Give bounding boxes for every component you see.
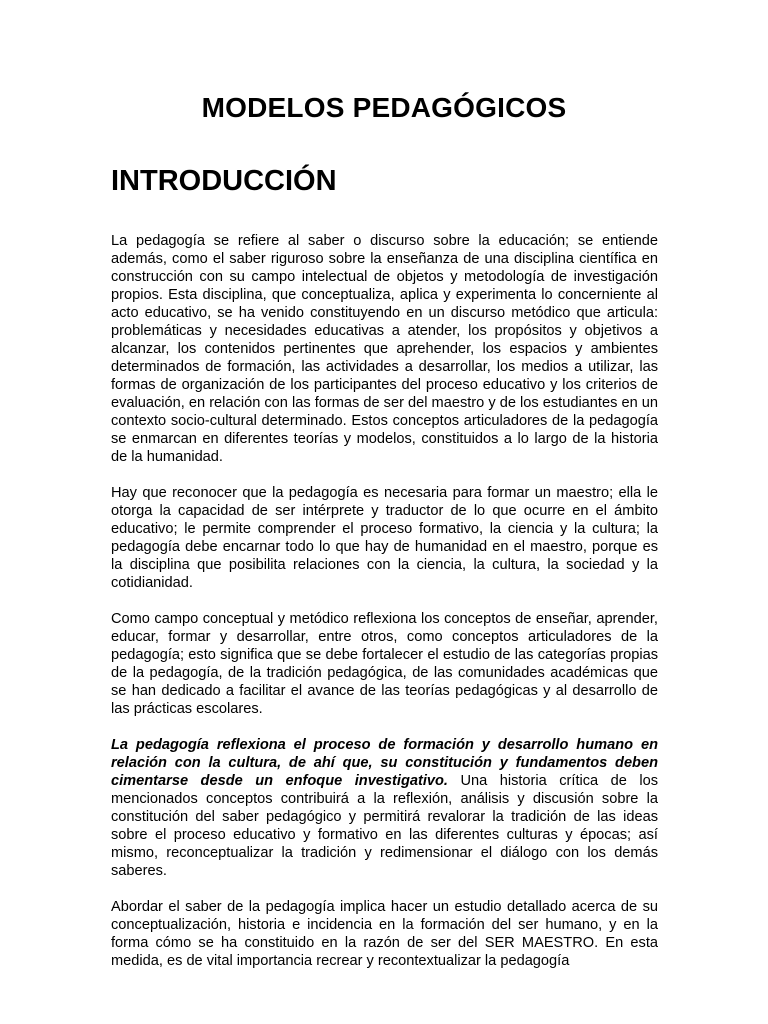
document-title: MODELOS PEDAGÓGICOS: [201, 92, 567, 123]
paragraph-4-rest: Una historia crítica de los mencionados conceptos contribuirá a la reflexión, análisis y discusión sobre la constitución del saber pedagógico y permitirá revalorar la tradición de las ideas sobre el proceso educativo y formativo en las diferentes culturas y épocas; así mismo, reconceptualizar la tradición y redimensionar el diálogo con los demás saberes.: [111, 773, 659, 879]
paragraph-3: Como campo conceptual y metódico reflexiona los conceptos de enseñar, aprender, educar, formar y desarrollar, entre otros, como conceptos articuladores de la pedagogía; esto significa que se debe fortalecer el estudio de las categorías propias de la pedagogía, de la tradición pedagógica, de las comunidades académicas que se han dedicado a facilitar el avance de las teorías pedagógicas y al desarrollo de las prácticas escolares.: [111, 611, 658, 717]
paragraph-4-emphasis: La pedagogía reflexiona el proceso de formación y desarrollo humano en relación con la cultura, de ahí que, su constitución y fundamentos deben cimentarse desde un enfoque investigativo.: [111, 737, 658, 789]
paragraph-4: [111, 736, 658, 880]
section-heading: INTRODUCCIÓN: [111, 165, 337, 197]
paragraph-5: Abordar el saber de la pedagogía implica hacer un estudio detallado acerca de su conceptualización, historia e incidencia en la formación del ser humano, y en la forma cómo se ha constituido en la razón de ser del SER MAESTRO. En esta medida, es de vital importancia recrear y recontextualizar la pedagogía: [111, 899, 658, 969]
paragraph-2: Hay que reconocer que la pedagogía es necesaria para formar un maestro; ella le otorga la capacidad de ser intérprete y traductor de lo que ocurre en el ámbito educativo; le permite comprender el proceso formativo, la ciencia y la cultura; la pedagogía debe encarnar todo lo que hay de humanidad en el maestro, porque es la disciplina que posibilita relaciones con la ciencia, la cultura, la sociedad y la cotidianidad.: [111, 485, 658, 591]
paragraph-1: La pedagogía se refiere al saber o discurso sobre la educación; se entiende además, como el saber riguroso sobre la enseñanza de una disciplina científica en construcción con su campo intelectual de objetos y metodología de investigación propios. Esta disciplina, que conceptualiza, aplica y experimenta lo concerniente al acto educativo, se ha venido constituyendo en un discurso metódico que articula: problemáticas y necesidades educativas a atender, los propósitos y objetivos a alcanzar, los contenidos pertinentes que aprehender, los espacios y ambientes determinados de formación, las actividades a desarrollar, los medios a utilizar, las formas de organización de los participantes del proceso educativo y los criterios de evaluación, en relación con las formas de ser del maestro y de los estudiantes en un contexto socio-cultural determinado. Estos conceptos articuladores de la pedagogía se enmarcan en diferentes teorías y modelos, constituidos a lo largo de la historia de la humanidad.: [111, 233, 658, 465]
document-body: [111, 232, 658, 988]
